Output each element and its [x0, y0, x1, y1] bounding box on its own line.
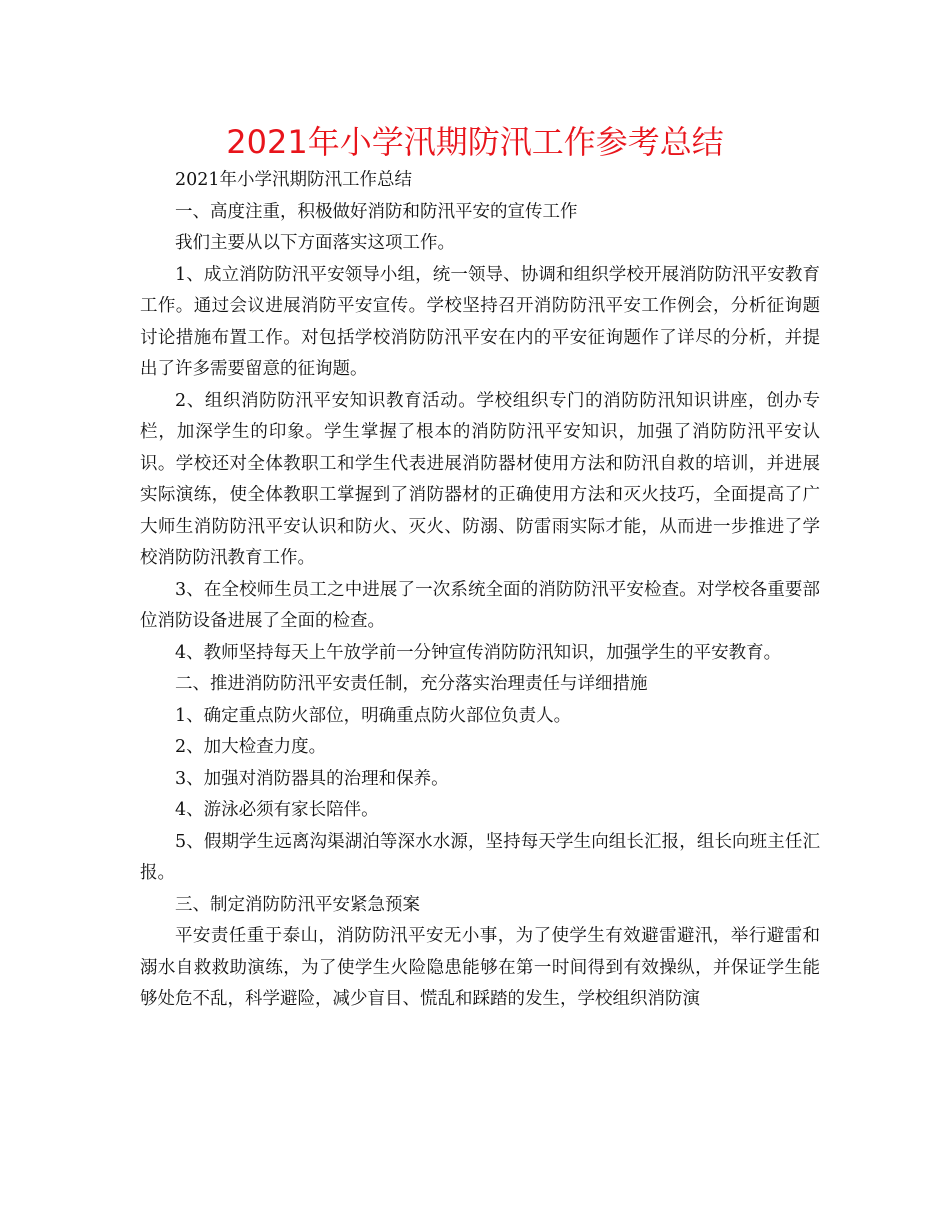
- section-heading-2: 二、推进消防防汛平安责任制，充分落实治理责任与详细措施: [175, 674, 648, 694]
- paragraph: 1、成立消防防汛平安领导小组，统一领导、协调和组织学校开展消防防汛平安教育工作。通过会议进展消防平安宣传。学校坚持召开消防防汛平安工作例会，分析征询题讨论措施布置工作。对包括学校消防防汛平安在内的平安征询题作了详尽的分析，并提出了许多需要留意的征询题。: [140, 264, 820, 379]
- list-item: 2、加大检查力度。: [175, 737, 327, 757]
- document-body: [140, 165, 820, 1016]
- paragraph: 4、教师坚持每天上午放学前一分钟宣传消防防汛知识，加强学生的平安教育。: [175, 642, 782, 663]
- list-item: 3、加强对消防器具的治理和保养。: [175, 768, 449, 789]
- paragraph: 我们主要从以下方面落实这项工作。: [175, 233, 455, 253]
- paragraph: 平安责任重于泰山，消防防汛平安无小事，为了使学生有效避雷避汛，举行避雷和溺水自救救助演练，为了使学生火险隐患能够在第一时间得到有效操纵，并保证学生能够处危不乱，科学避险，减少盲目、慌乱和踩踏的发生，学校组织消防演: [140, 926, 820, 1009]
- section-heading-3: 三、制定消防防汛平安紧急预案: [175, 894, 420, 915]
- list-item: 1、确定重点防火部位，明确重点防火部位负责人。: [175, 705, 572, 726]
- paragraph: 2、组织消防防汛平安知识教育活动。学校组织专门的消防防汛知识讲座，创办专栏，加深学生的印象。学生掌握了根本的消防防汛平安知识，加强了消防防汛平安认识。学校还对全体教职工和学生代表进展消防器材使用方法和防汛自救的培训，并进展实际演练，使全体教职工掌握到了消防器材的正确使用方法和灭火技巧，全面提高了广大师生消防防汛平安认识和防火、灭火、防溺、防雷雨实际才能，从而进一步推进了学校消防防汛教育工作。: [140, 390, 820, 568]
- list-item: 4、游泳必须有家长陪伴。: [175, 800, 379, 820]
- subtitle-paragraph: 2021年小学汛期防汛工作总结: [175, 170, 413, 190]
- document-title: 2021年小学汛期防汛工作参考总结: [226, 123, 724, 161]
- list-item: 5、假期学生远离沟渠湖泊等深水水源，坚持每天学生向组长汇报，组长向班主任汇报。: [140, 831, 820, 883]
- section-heading-1: 一、高度注重，积极做好消防和防汛平安的宣传工作: [175, 201, 578, 222]
- paragraph: 3、在全校师生员工之中进展了一次系统全面的消防防汛平安检查。对学校各重要部位消防设备进展了全面的检查。: [140, 579, 820, 631]
